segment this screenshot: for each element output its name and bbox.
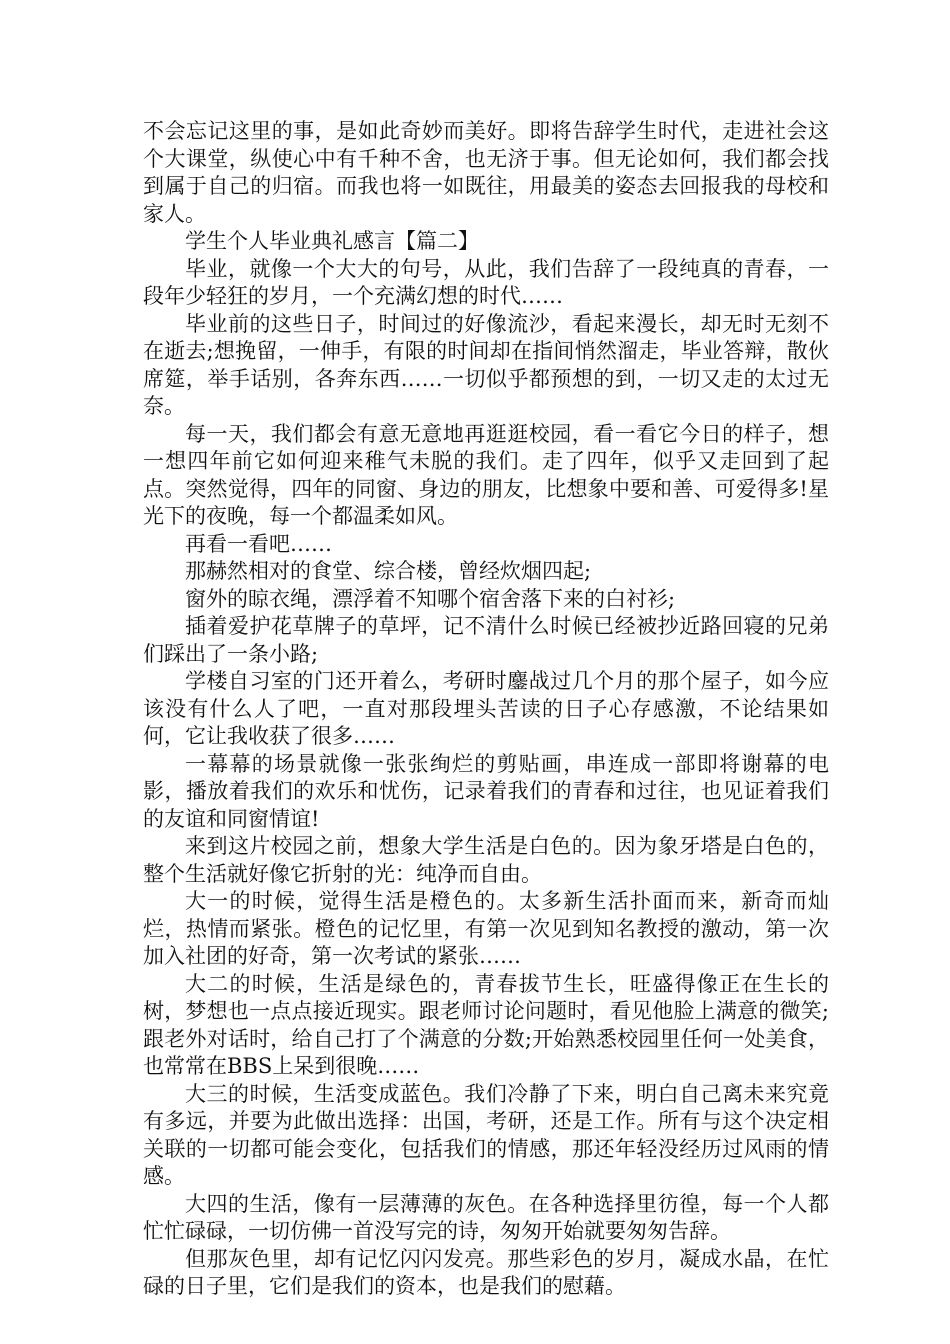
- paragraph-4: 毕业前的这些日子，时间过的好像流沙，看起来漫长，却无时无刻不在逝去;想挽留，一伸手，有限的时间却在指间悄然溜走，毕业答辩，散伙席筵，举手话别，各奔东西……一切似乎都预想的到，一切又走的太过无奈。: [143, 311, 829, 418]
- paragraph-10: 学楼自习室的门还开着么，考研时鏖战过几个月的那个屋子，如今应该没有什么人了吧，一直对那段埋头苦读的日子心存感激，不论结果如何，它让我收获了很多……: [143, 669, 829, 748]
- paragraph-16: 大四的生活，像有一层薄薄的灰色。在各种选择里彷徨，每一个人都忙忙碌碌，一切仿佛一首没写完的诗，匆匆开始就要匆匆告辞。: [143, 1191, 829, 1243]
- paragraph-8: 窗外的晾衣绳，漂浮着不知哪个宿舍落下来的白衬衫;: [185, 586, 676, 611]
- paragraph-14: 大二的时候，生活是绿色的，青春拔节生长，旺盛得像正在生长的树，梦想也一点点接近现实。跟老师讨论问题时，看见他脸上满意的微笑;跟老外对话时，给自己打了个满意的分数;开始熟悉校园里任何一处美食，也常常在BBS上呆到很晚……: [143, 971, 829, 1078]
- section-heading: 学生个人毕业典礼感言【篇二】: [185, 229, 479, 253]
- paragraph-3: 毕业，就像一个大大的句号，从此，我们告辞了一段纯真的青春，一段年少轻狂的岁月，一个充满幻想的时代……: [143, 256, 829, 308]
- paragraph-11: 一幕幕的场景就像一张张绚烂的剪贴画，串连成一部即将谢幕的电影，播放着我们的欢乐和忧伤，记录着我们的青春和过往，也见证着我们的友谊和同窗情谊!: [143, 751, 829, 831]
- paragraph-15: 大三的时候，生活变成蓝色。我们冷静了下来，明白自己离未来究竟有多远，并要为此做出选择：出国，考研，还是工作。所有与这个决定相关联的一切都可能会变化，包括我们的情感，那还年轻没经历过风雨的情感。: [143, 1081, 829, 1188]
- paragraph-1: 不会忘记这里的事，是如此奇妙而美好。即将告辞学生时代，走进社会这个大课堂，纵使心中有千种不舍，也无济于事。但无论如何，我们都会找到属于自己的归宿。而我也将一如既往，用最美的姿态去回报我的母校和家人。: [143, 119, 829, 226]
- paragraph-6: 再看一看吧……: [185, 531, 332, 556]
- document-body: [143, 118, 829, 1301]
- paragraph-13: 大一的时候，觉得生活是橙色的。太多新生活扑面而来，新奇而灿烂，热情而紧张。橙色的记忆里，有第一次见到知名教授的激动，第一次加入社团的好奇，第一次考试的紧张……: [143, 889, 829, 968]
- paragraph-5: 每一天，我们都会有意无意地再逛逛校园，看一看它今日的样子，想一想四年前它如何迎来稚气未脱的我们。走了四年，似乎又走回到了起点。突然觉得，四年的同窗、身边的朋友，比想象中要和善、可爱得多!星光下的夜晚，每一个都温柔如风。: [143, 421, 829, 528]
- paragraph-7: 那赫然相对的食堂、综合楼，曾经炊烟四起;: [185, 559, 592, 583]
- paragraph-12: 来到这片校园之前，想象大学生活是白色的。因为象牙塔是白色的，整个生活就好像它折射的光：纯净而自由。: [143, 834, 829, 886]
- paragraph-17: 但那灰色里，却有记忆闪闪发亮。那些彩色的岁月，凝成水晶，在忙碌的日子里，它们是我们的资本，也是我们的慰藉。: [143, 1246, 829, 1298]
- paragraph-9: 插着爱护花草牌子的草坪，记不清什么时候已经被抄近路回寝的兄弟们踩出了一条小路;: [143, 614, 829, 666]
